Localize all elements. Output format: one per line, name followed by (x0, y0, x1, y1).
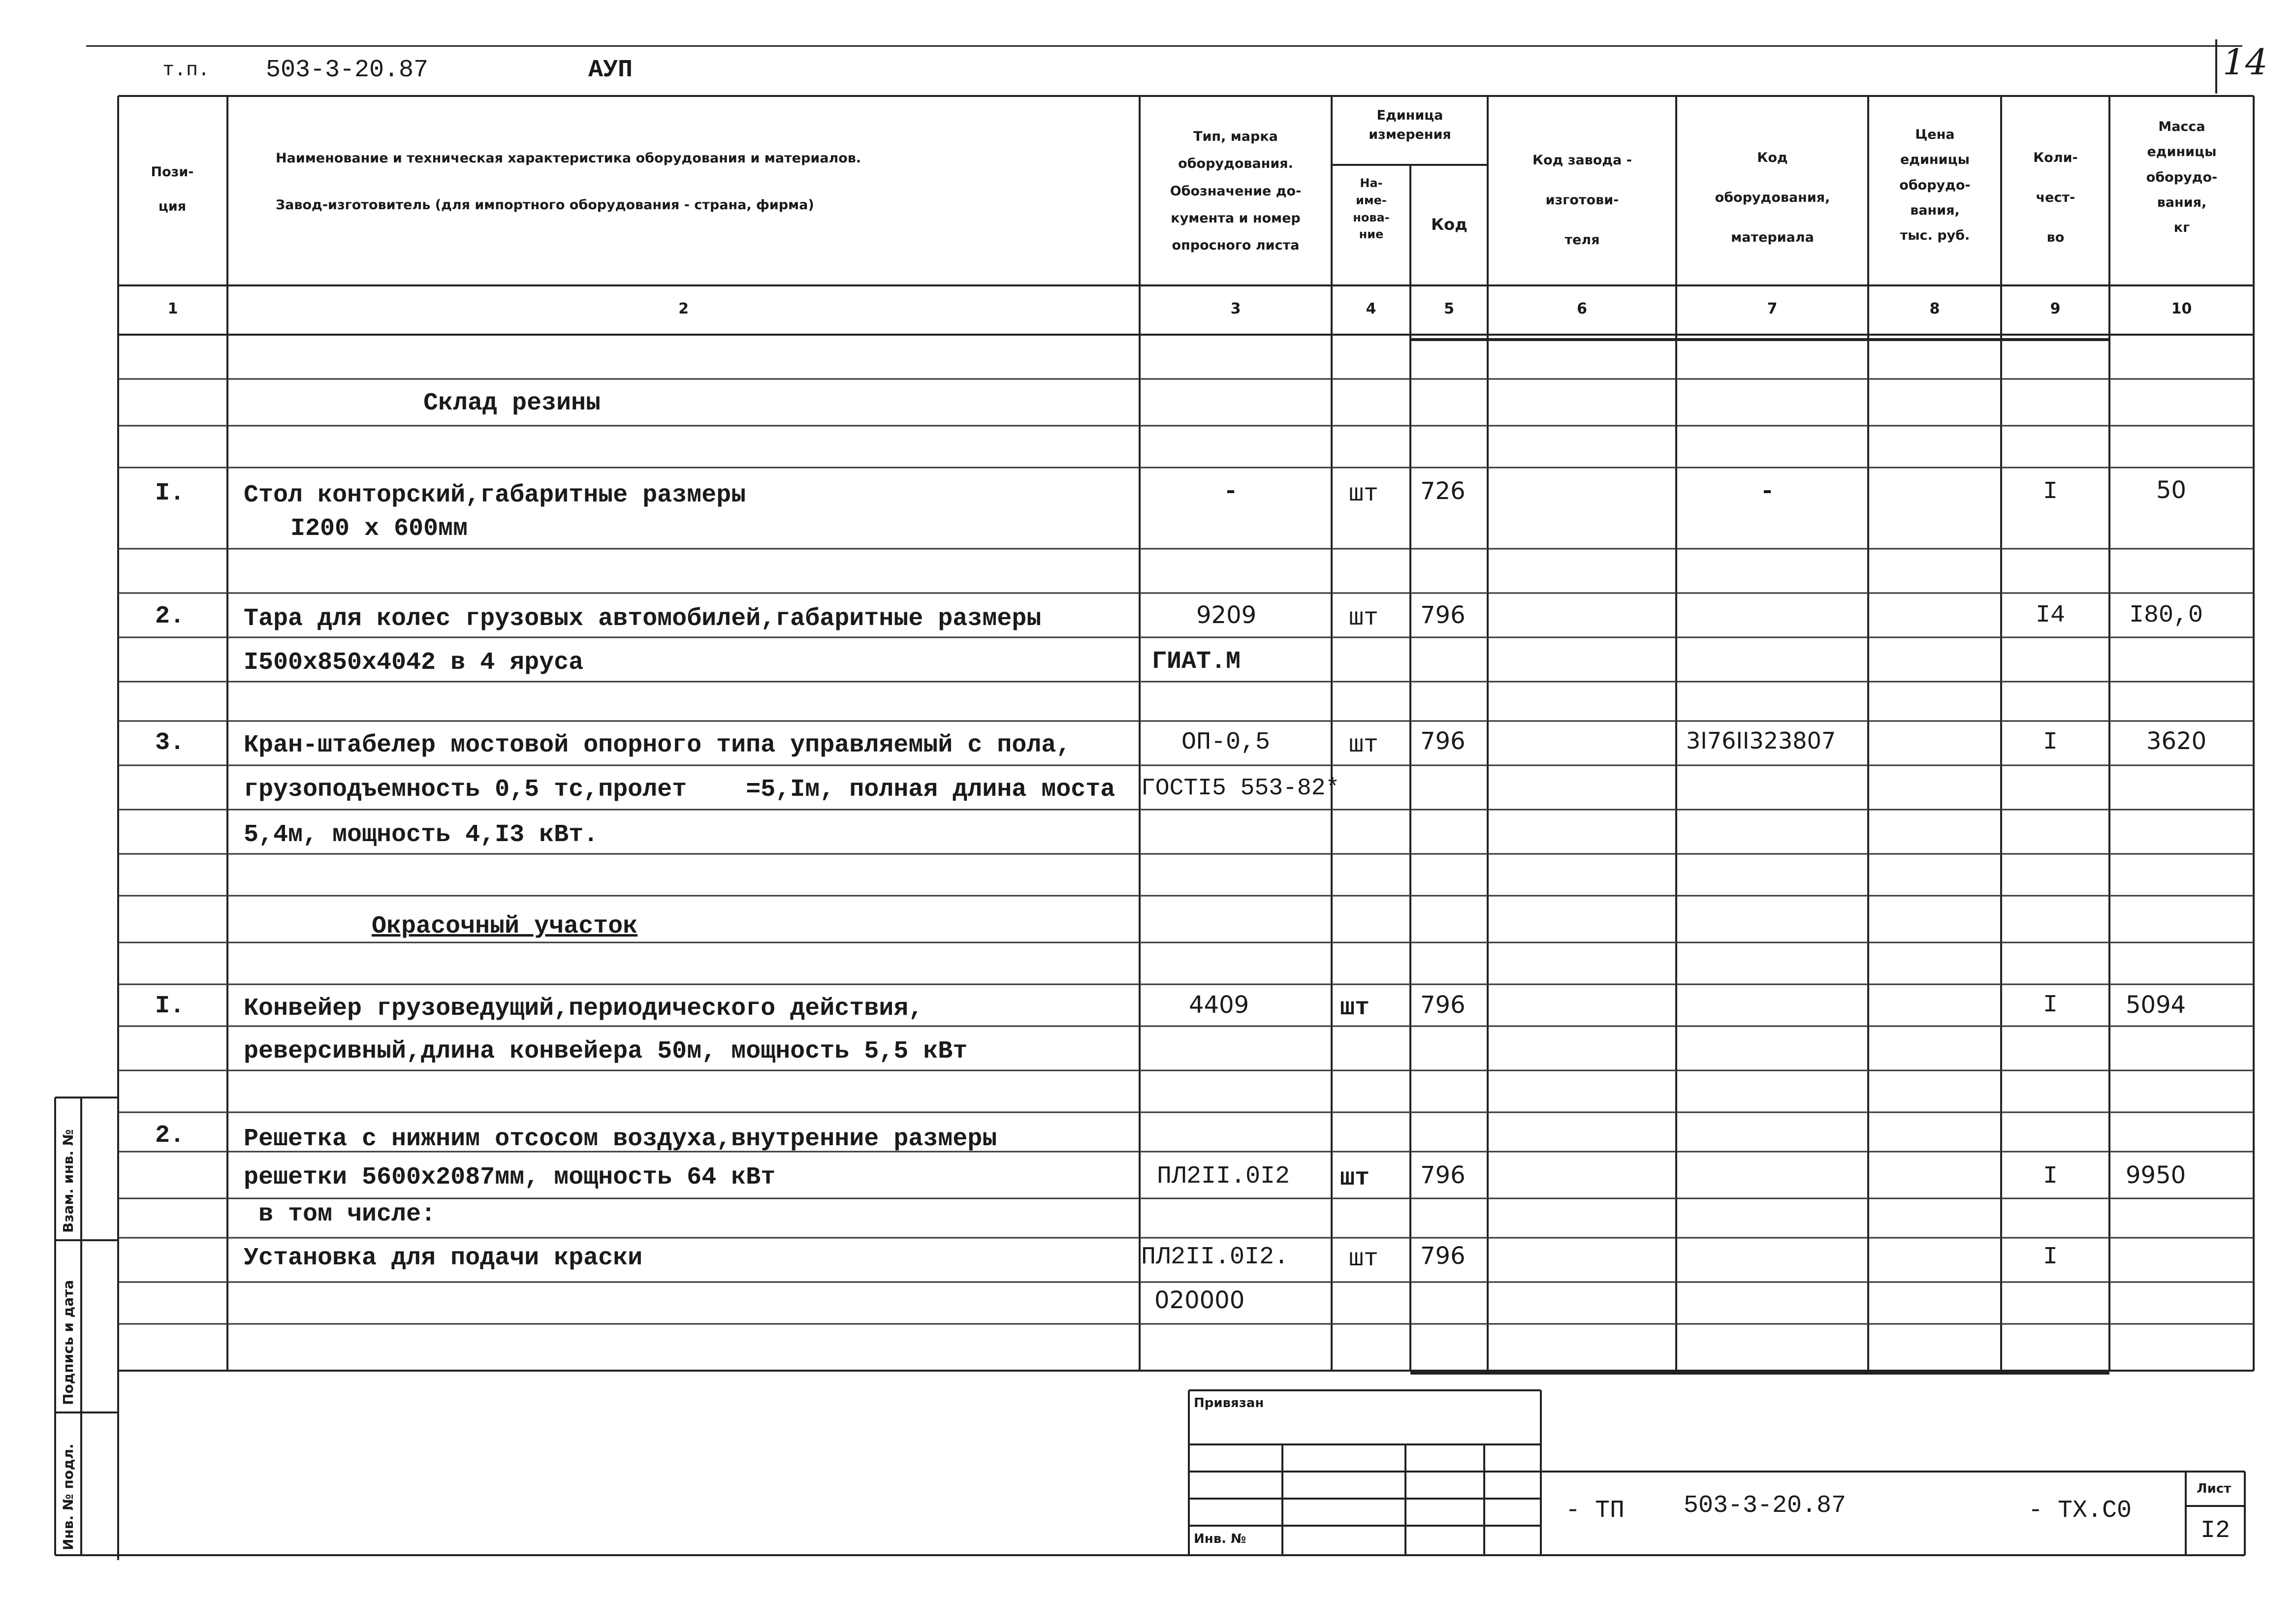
row3-type-line2: ГОСТI5 553-82* (1141, 775, 1340, 802)
row6-quantity: I (2043, 1243, 2058, 1271)
header-col9: Коли- чест- во (2033, 150, 2078, 245)
stamp-suffix: - ТХ.С0 (2028, 1497, 2132, 1525)
col-number-6: 6 (1577, 300, 1587, 317)
row1-unit: шт (1349, 480, 1379, 508)
row3-quantity: I (2043, 728, 2058, 756)
row2-unit-code: 796 (1420, 601, 1466, 629)
row1-quantity: I (2043, 478, 2058, 506)
row3-name-line1: Кран-штабелер мостовой опорного типа управляемый с пола, (244, 731, 1071, 759)
row1-mass: 50 (2156, 476, 2187, 504)
header-col8: Цена единицы оборудо- вания, тыс. руб. (1899, 127, 1971, 244)
row6-unit: шт (1349, 1245, 1379, 1273)
sidebar-inv-podl: Инв. № подл. (60, 1443, 76, 1550)
row4-position: I. (155, 992, 185, 1020)
row3-name-line2: грузоподъемность 0,5 тс,пролет =5,Iм, полная длина моста (244, 776, 1116, 804)
row4-quantity: I (2043, 991, 2058, 1019)
sidebar-vzam-inv: Взам. инв. № (60, 1129, 76, 1233)
top-prefix: т.п. (162, 60, 210, 82)
header-col2-line2: Завод-изготовитель (для импортного оборудования - страна, фирма) (276, 197, 814, 213)
col-number-7: 7 (1767, 300, 1778, 317)
stamp-privyazan: Привязан (1194, 1396, 1264, 1411)
col-number-4: 4 (1366, 300, 1376, 317)
row1-name-line2: I200 x 600мм (290, 515, 468, 543)
row4-unit: шт (1340, 994, 1370, 1022)
row4-name-line1: Конвейер грузоведущий,периодического действия, (244, 995, 924, 1023)
col-number-2: 2 (678, 300, 689, 317)
row2-name-line2: I500x850x4042 в 4 яруса (244, 649, 584, 677)
header-unit-group: Единица измерения (1369, 108, 1451, 143)
col-number-5: 5 (1444, 300, 1454, 317)
row3-type-line1: ОП-0,5 (1181, 728, 1271, 756)
top-album: АУП (588, 56, 633, 84)
row1-position: I. (155, 479, 185, 507)
row5-position: 2. (155, 1122, 185, 1150)
row2-position: 2. (155, 602, 185, 630)
col-number-3: 3 (1230, 300, 1241, 317)
row5-name-line2: решетки 5600x2087мм, мощность 64 кВт (244, 1163, 776, 1191)
row5-type: ПЛ2II.0I2 (1157, 1162, 1290, 1191)
row2-unit: шт (1349, 604, 1379, 632)
section-heading-rubber-store: Склад резины (423, 389, 601, 417)
row5-name-line3: в том числе: (258, 1200, 436, 1228)
header-col3: Тип, марка оборудования. Обозначение до- кумента и номер опросного листа (1170, 129, 1302, 253)
sidebar-podpis-data: Подпись и дата (60, 1280, 76, 1405)
row6-unit-code: 796 (1420, 1242, 1466, 1270)
stamp-sheet-label: Лист (2197, 1481, 2232, 1496)
row3-name-line3: 5,4м, мощность 4,I3 кВт. (244, 821, 599, 849)
row1-unit-code: 726 (1420, 477, 1466, 505)
row5-unit-code: 796 (1420, 1161, 1466, 1189)
col-number-8: 8 (1929, 300, 1940, 317)
row2-type-line2: ГИАТ.М (1152, 648, 1241, 676)
row4-mass: 5094 (2126, 991, 2186, 1019)
top-doc-code: 503-3-20.87 (266, 56, 429, 84)
row5-mass: 9950 (2126, 1161, 2186, 1189)
row2-name-line1: Тара для колес грузовых автомобилей,габаритные размеры (244, 605, 1042, 633)
row3-unit: шт (1349, 731, 1379, 759)
section-heading-painting-area: Окрасочный участок (372, 912, 638, 941)
stamp-prefix: - ТП (1565, 1497, 1625, 1525)
row2-type-line1: 9209 (1196, 601, 1257, 629)
page-number: 14 (2223, 41, 2268, 83)
stamp-sheet-number: I2 (2200, 1517, 2231, 1545)
row1-equipment-code: - (1760, 478, 1775, 506)
row6-name-line1: Установка для подачи краски (244, 1244, 643, 1272)
row2-mass: I80,0 (2129, 601, 2203, 629)
row1-name-line1: Стол конторский,габаритные размеры (244, 481, 746, 509)
col-number-10: 10 (2171, 300, 2192, 317)
row5-unit: шт (1340, 1164, 1370, 1192)
col-number-9: 9 (2050, 300, 2061, 317)
row4-name-line2: реверсивный,длина конвейера 50м, мощность 5,5 кВт (244, 1037, 968, 1066)
header-col4: На- име- нова- ние (1353, 176, 1390, 242)
header-col10: Масса единицы оборудо- вания, кг (2146, 119, 2218, 236)
header-col7: Код оборудования, материала (1715, 150, 1830, 245)
row3-equipment-code: 3I76II323807 (1686, 727, 1836, 754)
row4-type: 4409 (1189, 991, 1249, 1019)
col-number-1: 1 (167, 300, 178, 317)
row2-quantity: I4 (2036, 601, 2066, 629)
header-col6: Код завода - изготови- теля (1532, 153, 1632, 248)
row6-type-line1: ПЛ2II.0I2. (1141, 1243, 1289, 1271)
row1-type: - (1223, 478, 1239, 506)
header-col5: Код (1431, 215, 1467, 234)
row5-name-line1: Решетка с нижним отсосом воздуха,внутренние размеры (244, 1125, 997, 1153)
row6-type-line2: 020000 (1154, 1286, 1245, 1314)
header-col2-line1: Наименование и техническая характеристика оборудования и материалов. (276, 151, 861, 166)
row3-mass: 3620 (2146, 727, 2207, 755)
stamp-inv-no: Инв. № (1194, 1532, 1246, 1546)
row3-unit-code: 796 (1420, 727, 1466, 755)
row5-quantity: I (2043, 1162, 2058, 1191)
row4-unit-code: 796 (1420, 991, 1466, 1019)
stamp-code: 503-3-20.87 (1684, 1492, 1847, 1520)
row3-position: 3. (155, 729, 185, 757)
header-col1: Пози- ция (151, 164, 194, 215)
